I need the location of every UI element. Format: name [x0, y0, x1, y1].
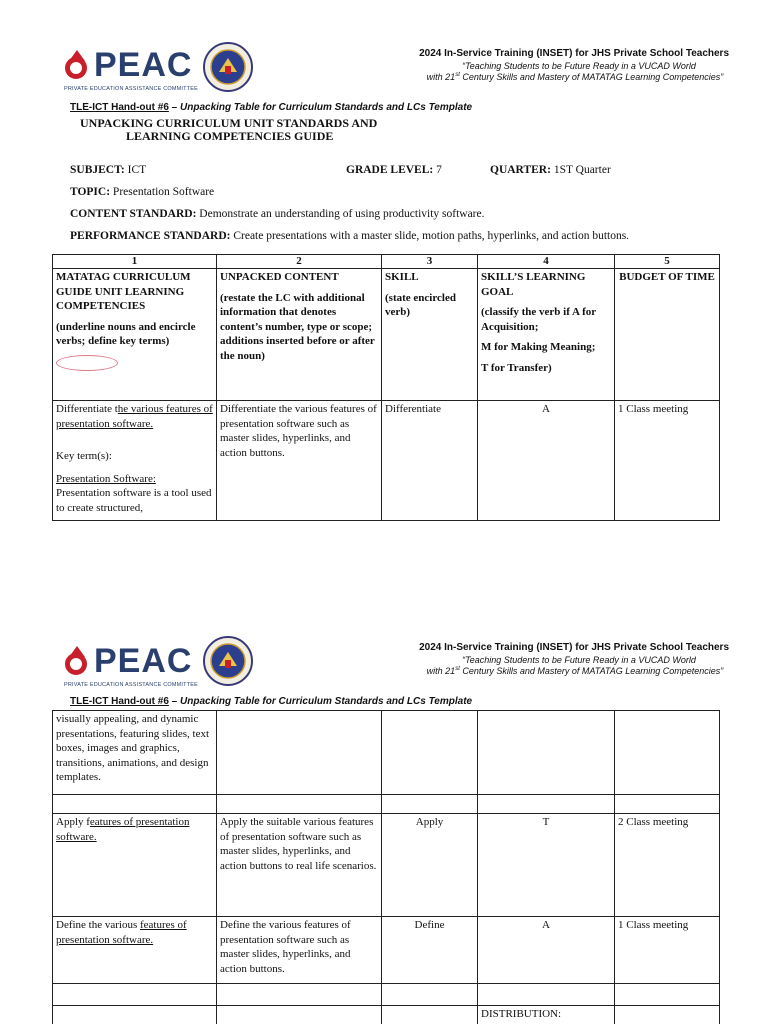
topic-field: TOPIC: Presentation Software [70, 186, 215, 198]
goal-cell [478, 711, 615, 795]
skill-cell: Differentiate [382, 401, 478, 521]
quarter-field: QUARTER: 1ST Quarter [490, 164, 611, 176]
header-tagline-2: with 21st Century Skills and Mastery of MATATAG Learning Competencies” [426, 666, 724, 676]
header-tagline: “Teaching Students to be Future Ready in a VUCAD World [462, 61, 696, 71]
header-competencies: MATATAG CURRICULUM GUIDE UNIT LEARNING COMPETENCIES (underline nouns and encircle verbs; define key terms) [53, 269, 217, 401]
budget-cell: 2 Class meeting [615, 814, 720, 917]
budget-cell: 1 Class meeting [615, 401, 720, 521]
peac-mark-icon [64, 646, 90, 676]
subject-field: SUBJECT: ICT [70, 164, 147, 176]
content-standard-field: CONTENT STANDARD: Demonstrate an understanding of using productivity software. [70, 208, 485, 220]
col-number: 5 [615, 255, 720, 269]
skill-cell [382, 711, 478, 795]
guide-title-line2: LEARNING COMPETENCIES GUIDE [126, 129, 334, 143]
unpacked-cell: Define the various features of presentation software such as master slides, hyperlinks, and action buttons. [217, 917, 382, 984]
goal-cell: T [478, 814, 615, 917]
col-number: 4 [478, 255, 615, 269]
peac-logo [64, 644, 192, 678]
peac-subtitle: PRIVATE EDUCATION ASSISTANCE COMMITTEE [64, 682, 199, 688]
competency-cell: Apply features of presentation software. [53, 814, 217, 917]
goal-cell: A [478, 401, 615, 521]
peac-wordmark: PEAC [94, 46, 193, 84]
header-tagline: “Teaching Students to be Future Ready in a VUCAD World [462, 655, 696, 665]
header-skill: SKILL (state encircled verb) [382, 269, 478, 401]
col-number: 2 [217, 255, 382, 269]
table-row [53, 917, 720, 984]
competency-cell: Define the various features of presentation software. [53, 917, 217, 984]
peac-subtitle: PRIVATE EDUCATION ASSISTANCE COMMITTEE [64, 86, 199, 92]
distribution-cell: DISTRIBUTION: [478, 1006, 615, 1024]
deped-seal-icon [203, 636, 253, 686]
table-header-row [53, 269, 720, 401]
skill-cell: Apply [382, 814, 478, 917]
header-learning-goal: SKILL’S LEARNING GOAL (classify the verb if A for Acquisition; M for Making Meaning; T for Transfer) [478, 269, 615, 401]
table-row-empty [53, 984, 720, 1006]
page-2 [0, 620, 768, 1024]
table-row [53, 401, 720, 521]
table-row [53, 814, 720, 917]
peac-logo [64, 48, 192, 82]
unpacking-table [52, 254, 720, 521]
grade-field: GRADE LEVEL: 7 [346, 164, 442, 176]
col-number: 3 [382, 255, 478, 269]
unpacking-table-continued [52, 710, 720, 1024]
budget-cell: 1 Class meeting [615, 917, 720, 984]
skill-cell: Define [382, 917, 478, 984]
header-unpacked: UNPACKED CONTENT (restate the LC with additional information that denotes content’s number, type or scope; additions inserted before or after the noun) [217, 269, 382, 401]
deped-seal-icon [203, 42, 253, 92]
header-title: 2024 In-Service Training (INSET) for JHS Private School Teachers [419, 642, 729, 653]
header-budget: BUDGET OF TIME [615, 269, 720, 401]
competency-cell: Differentiate the various features of presentation software. Key term(s): Presentation Software: Presentation software is a tool used to create structured, [53, 401, 217, 521]
competency-cell: visually appealing, and dynamic presentations, featuring slides, text boxes, images and graphics, transitions, animations, and design templates. [53, 711, 217, 795]
col-number: 1 [53, 255, 217, 269]
header-tagline-2: with 21st Century Skills and Mastery of MATATAG Learning Competencies” [426, 72, 724, 82]
unpacked-cell: Apply the suitable various features of presentation software such as master slides, hyperlinks, and action buttons to real life scenarios. [217, 814, 382, 917]
goal-cell: A [478, 917, 615, 984]
header-title: 2024 In-Service Training (INSET) for JHS Private School Teachers [419, 48, 729, 59]
table-row [53, 1006, 720, 1024]
handout-title: TLE-ICT Hand-out #6 – Unpacking Table for Curriculum Standards and LCs Template [70, 696, 473, 707]
unpacked-cell: Differentiate the various features of presentation software such as master slides, hyperlinks, and action buttons. [217, 401, 382, 521]
table-row-empty [53, 795, 720, 814]
column-number-row [53, 255, 720, 269]
budget-cell [615, 711, 720, 795]
guide-title-line1: UNPACKING CURRICULUM UNIT STANDARDS AND [80, 116, 378, 130]
handout-title: TLE-ICT Hand-out #6 – Unpacking Table for Curriculum Standards and LCs Template [70, 102, 473, 113]
peac-wordmark: PEAC [94, 642, 193, 680]
table-row [53, 711, 720, 795]
encircle-oval-icon [56, 355, 118, 371]
peac-mark-icon [64, 50, 90, 80]
unpacked-cell [217, 711, 382, 795]
performance-standard-field: PERFORMANCE STANDARD: Create presentations with a master slide, motion paths, hyperlinks, and action buttons. [70, 230, 630, 242]
